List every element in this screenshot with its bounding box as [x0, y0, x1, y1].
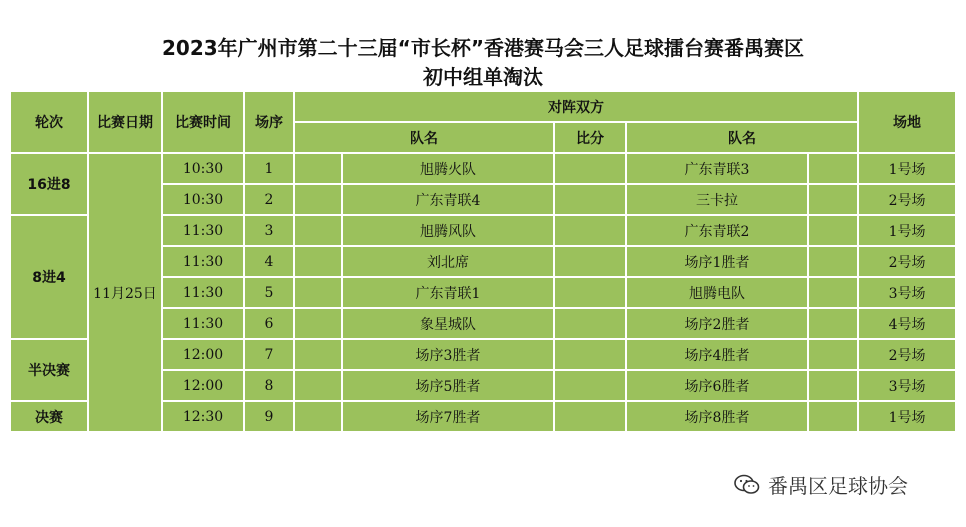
spacer-cell [808, 215, 858, 246]
spacer-cell [808, 246, 858, 277]
home-team: 场序7胜者 [342, 401, 554, 432]
round-label: 8进4 [10, 215, 88, 339]
table-row [10, 153, 956, 184]
away-team: 场序2胜者 [626, 308, 808, 339]
match-time: 11:30 [162, 277, 244, 308]
home-team: 旭腾风队 [342, 215, 554, 246]
match-number: 3 [244, 215, 294, 246]
match-number: 2 [244, 184, 294, 215]
page-subtitle: 初中组单淘汰 [423, 65, 543, 89]
header-round: 轮次 [10, 91, 88, 153]
venue-cell: 1号场 [858, 215, 956, 246]
match-number: 9 [244, 401, 294, 432]
spacer-cell [808, 308, 858, 339]
match-number: 1 [244, 153, 294, 184]
spacer-cell [294, 308, 342, 339]
home-team: 旭腾火队 [342, 153, 554, 184]
header-score: 比分 [554, 122, 626, 153]
score-cell [554, 339, 626, 370]
spacer-cell [294, 401, 342, 432]
venue-cell: 1号场 [858, 401, 956, 432]
match-time: 10:30 [162, 153, 244, 184]
spacer-cell [808, 339, 858, 370]
venue-cell: 2号场 [858, 184, 956, 215]
score-cell [554, 401, 626, 432]
spacer-cell [294, 246, 342, 277]
match-date: 11月25日 [88, 153, 162, 432]
spacer-cell [294, 339, 342, 370]
away-team: 场序6胜者 [626, 370, 808, 401]
home-team: 刘北席 [342, 246, 554, 277]
spacer-cell [808, 277, 858, 308]
spacer-cell [808, 401, 858, 432]
round-label: 半决赛 [10, 339, 88, 401]
match-time: 11:30 [162, 246, 244, 277]
spacer-cell [294, 184, 342, 215]
score-cell [554, 246, 626, 277]
home-team: 广东青联1 [342, 277, 554, 308]
match-time: 12:00 [162, 370, 244, 401]
spacer-cell [808, 184, 858, 215]
spacer-cell [294, 277, 342, 308]
match-time: 11:30 [162, 215, 244, 246]
header-venue: 场地 [858, 91, 956, 153]
header-date: 比赛日期 [88, 91, 162, 153]
score-cell [554, 184, 626, 215]
schedule-table [9, 90, 957, 433]
home-team: 象星城队 [342, 308, 554, 339]
match-time: 10:30 [162, 184, 244, 215]
spacer-cell [808, 370, 858, 401]
away-team: 场序4胜者 [626, 339, 808, 370]
away-team: 场序1胜者 [626, 246, 808, 277]
round-label: 决赛 [10, 401, 88, 432]
round-label: 16进8 [10, 153, 88, 215]
header-order: 场序 [244, 91, 294, 153]
home-team: 场序5胜者 [342, 370, 554, 401]
score-cell [554, 370, 626, 401]
away-team: 场序8胜者 [626, 401, 808, 432]
venue-cell: 1号场 [858, 153, 956, 184]
wechat-icon [734, 474, 760, 496]
score-cell [554, 215, 626, 246]
header-team-home: 队名 [294, 122, 554, 153]
venue-cell: 3号场 [858, 370, 956, 401]
header-matchup: 对阵双方 [294, 91, 858, 122]
page-title: 2023年广州市第二十三届“市长杯”香港赛马会三人足球擂台赛番禺赛区 [162, 36, 804, 60]
venue-cell: 4号场 [858, 308, 956, 339]
match-time: 11:30 [162, 308, 244, 339]
home-team: 广东青联4 [342, 184, 554, 215]
match-number: 7 [244, 339, 294, 370]
home-team: 场序3胜者 [342, 339, 554, 370]
watermark-text: 番禺区足球协会 [768, 474, 908, 498]
header-row-1 [10, 91, 956, 122]
watermark [734, 470, 908, 499]
match-number: 4 [244, 246, 294, 277]
spacer-cell [808, 153, 858, 184]
match-time: 12:00 [162, 339, 244, 370]
venue-cell: 2号场 [858, 339, 956, 370]
away-team: 广东青联3 [626, 153, 808, 184]
score-cell [554, 153, 626, 184]
away-team: 广东青联2 [626, 215, 808, 246]
header-time: 比赛时间 [162, 91, 244, 153]
match-time: 12:30 [162, 401, 244, 432]
match-number: 8 [244, 370, 294, 401]
spacer-cell [294, 215, 342, 246]
score-cell [554, 308, 626, 339]
score-cell [554, 277, 626, 308]
away-team: 三卡拉 [626, 184, 808, 215]
header-team-away: 队名 [626, 122, 858, 153]
venue-cell: 3号场 [858, 277, 956, 308]
spacer-cell [294, 153, 342, 184]
away-team: 旭腾电队 [626, 277, 808, 308]
match-number: 6 [244, 308, 294, 339]
spacer-cell [294, 370, 342, 401]
venue-cell: 2号场 [858, 246, 956, 277]
match-number: 5 [244, 277, 294, 308]
